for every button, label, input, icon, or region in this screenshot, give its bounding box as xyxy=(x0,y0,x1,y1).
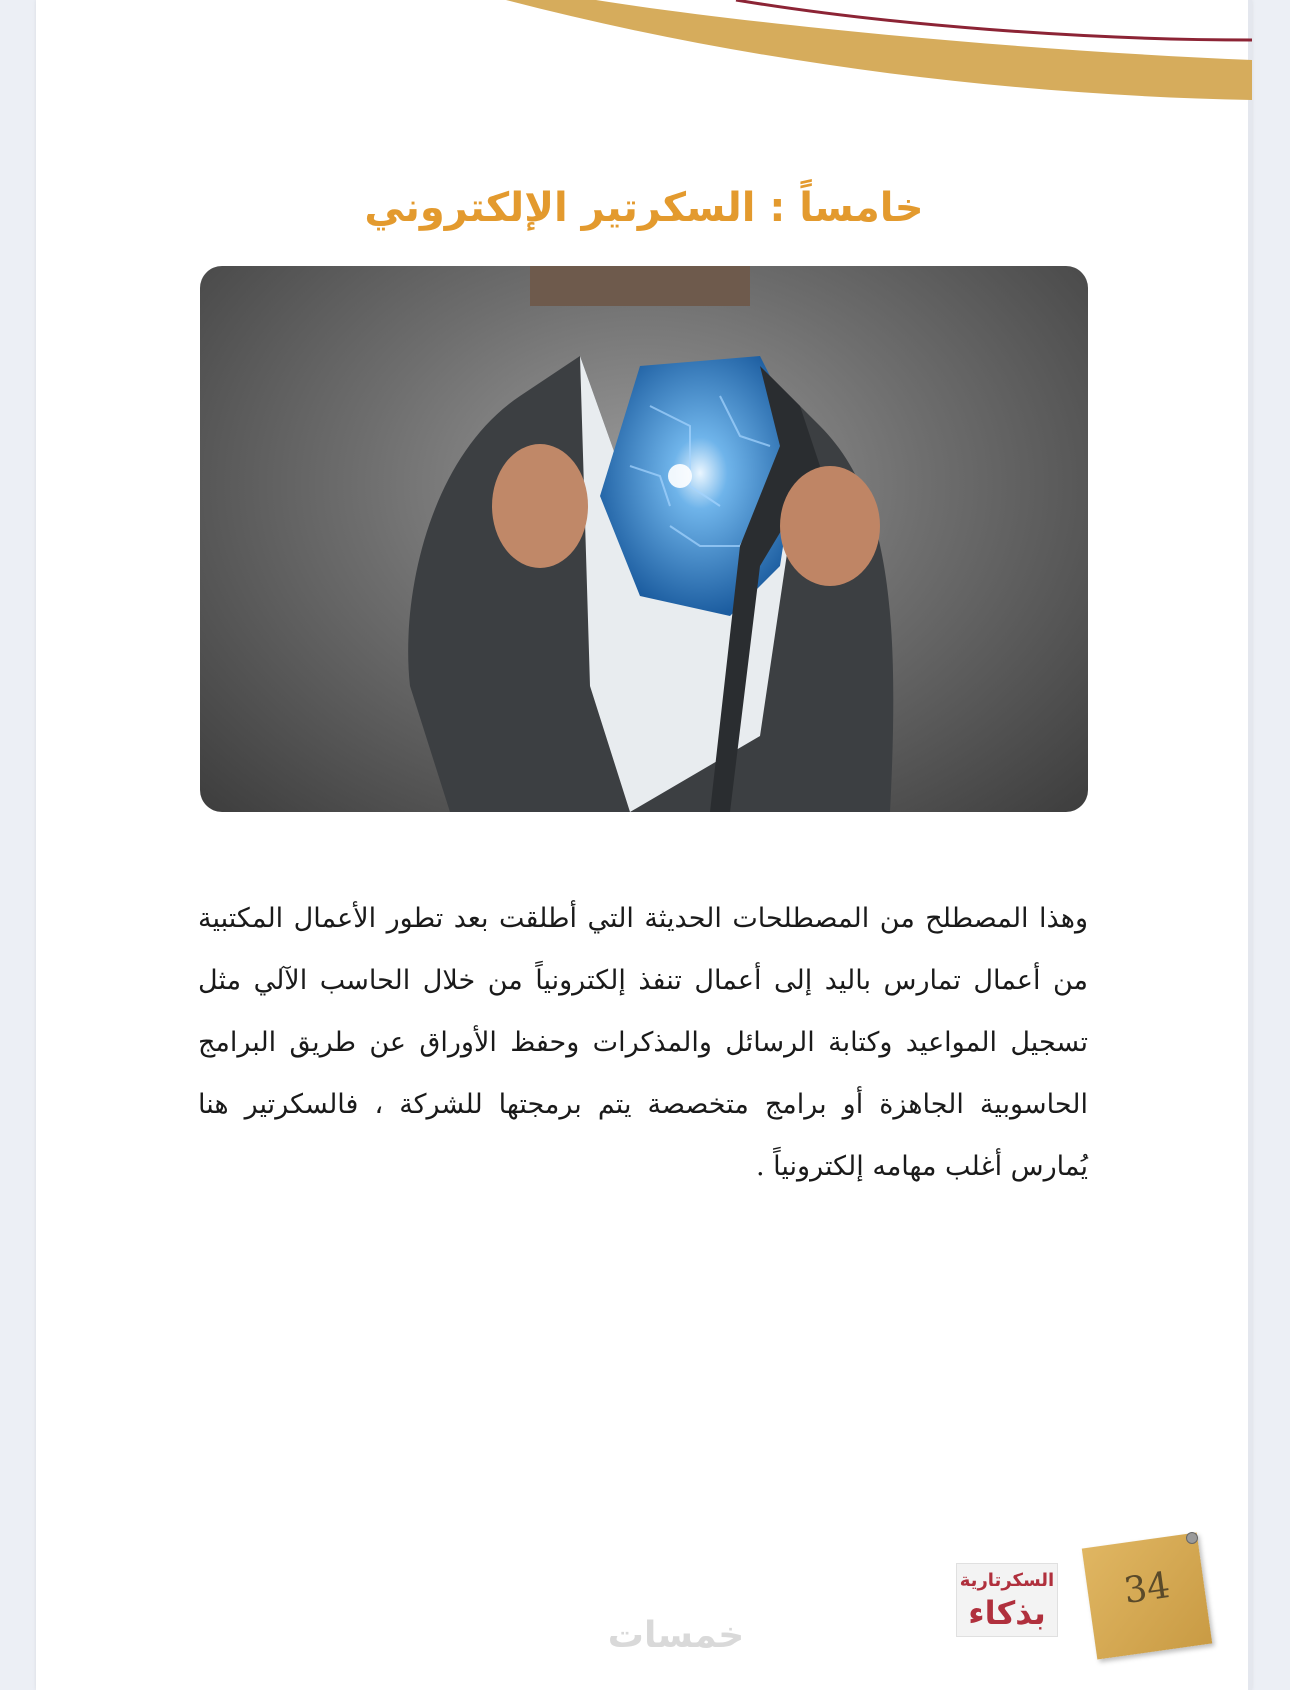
brand-line-2: بذكاء xyxy=(968,1594,1046,1632)
brand-line-1: السكرتارية xyxy=(959,1570,1055,1591)
section-heading: خامساً : السكرتير الإلكتروني xyxy=(364,185,924,231)
businessman-circuit-image xyxy=(200,266,1088,812)
brand-logo xyxy=(956,1563,1058,1637)
body-paragraph: وهذا المصطلح من المصطلحات الحديثة التي أطلقت بعد تطور الأعمال المكتبية من أعمال تمارس باليد إلى أعمال تنفذ إلكترونياً من خلال الحاسب الآلي مثل تسجيل المواعيد وكتابة الرسائل والمذكرات وحفظ الأوراق عن طريق البرامج الحاسوبية الجاهزة أو برامج متخصصة يتم برمجتها للشركة ، فالسكرتير هنا يُمارس أغلب مهامه إلكترونياً . xyxy=(198,903,1088,1182)
document-page xyxy=(36,0,1252,1690)
pin-icon xyxy=(1186,1532,1198,1544)
page-number: 34 xyxy=(1121,1565,1173,1612)
decorative-swoosh xyxy=(36,0,1252,120)
page-edge xyxy=(1248,0,1252,1690)
page-number-note xyxy=(1089,1540,1209,1655)
watermark: خمسات xyxy=(607,1615,745,1656)
